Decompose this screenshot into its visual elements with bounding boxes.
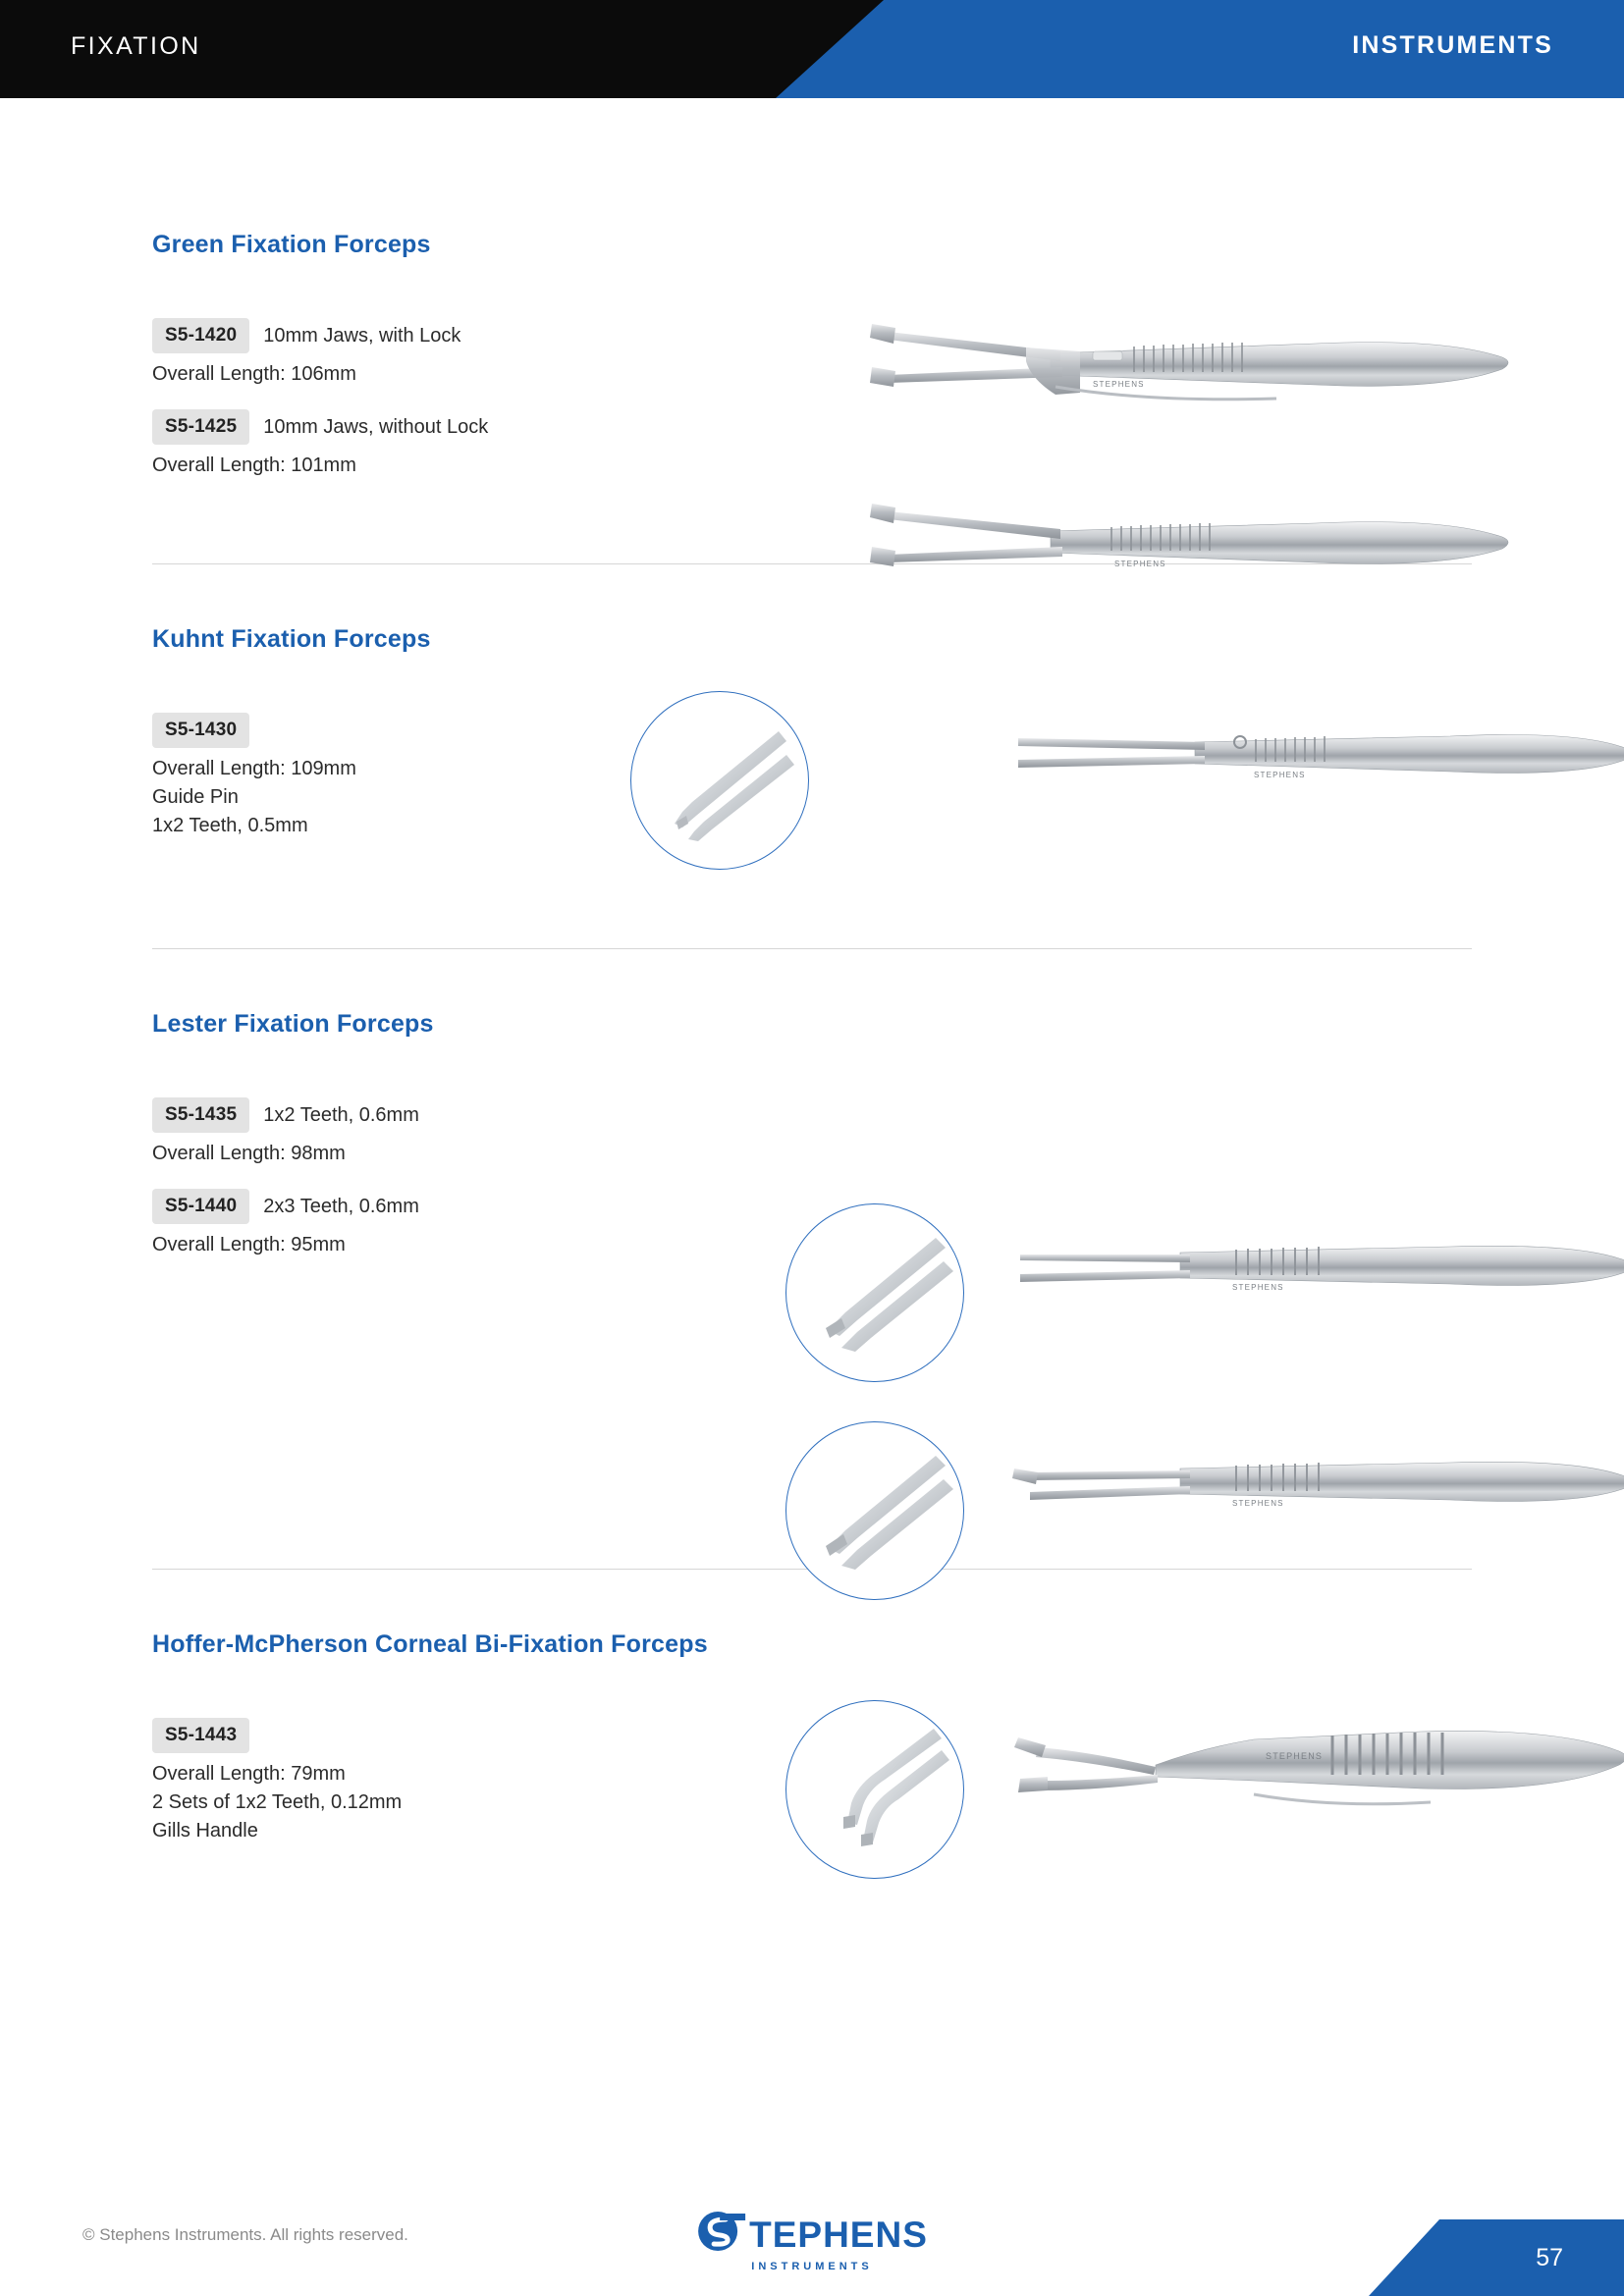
spec-line: Overall Length: 106mm <box>152 363 356 385</box>
brand-mark: STEPHENS <box>1232 1283 1284 1292</box>
logo-main-text: TEPHENS <box>749 2215 928 2255</box>
sku-badge: S5-1443 <box>152 1718 249 1753</box>
page-body <box>0 98 1624 1914</box>
section-title: Kuhnt Fixation Forceps <box>152 625 431 653</box>
spec-line: Guide Pin <box>152 786 239 808</box>
spec-line: Overall Length: 98mm <box>152 1143 346 1164</box>
sku-row <box>152 1189 663 1224</box>
page-header <box>0 0 1624 98</box>
instrument-image-s5-1440 <box>1008 1443 1624 1546</box>
sku-row <box>152 1718 663 1753</box>
product-spec-block <box>152 1704 663 1842</box>
section-hoffer-mcpherson-forceps <box>0 1570 1624 1914</box>
sku-row <box>152 713 623 748</box>
sku-badge: S5-1430 <box>152 713 249 748</box>
page-footer <box>0 2178 1624 2296</box>
stephens-s-icon <box>696 2210 747 2259</box>
sku-description: 1x2 Teeth, 0.6mm <box>263 1103 419 1126</box>
detail-circle-s5-1443 <box>785 1700 964 1879</box>
sku-badge: S5-1425 <box>152 409 249 445</box>
instrument-image-s5-1420 <box>854 318 1522 431</box>
sku-row <box>152 1097 663 1133</box>
sku-description: 10mm Jaws, without Lock <box>263 415 489 438</box>
section-title: Lester Fixation Forceps <box>152 1010 434 1038</box>
section-title: Green Fixation Forceps <box>152 231 431 258</box>
brand-mark: STEPHENS <box>1114 560 1166 568</box>
footer-blue-band <box>1369 2219 1624 2296</box>
sku-badge: S5-1435 <box>152 1097 249 1133</box>
brand-mark: STEPHENS <box>1266 1751 1324 1761</box>
header-section-label: INSTRUMENTS <box>1352 31 1553 59</box>
spec-line: 1x2 Teeth, 0.5mm <box>152 815 308 836</box>
section-kuhnt-fixation-forceps <box>0 564 1624 948</box>
instrument-image-s5-1443 <box>1008 1708 1624 1841</box>
footer-logo <box>696 2210 928 2272</box>
brand-mark: STEPHENS <box>1232 1499 1284 1508</box>
header-category-label: FIXATION <box>71 32 201 60</box>
product-spec-block <box>152 304 761 477</box>
spec-line: Overall Length: 79mm <box>152 1763 346 1785</box>
brand-mark: STEPHENS <box>1093 380 1145 389</box>
sku-badge: S5-1420 <box>152 318 249 353</box>
detail-circle-s5-1430 <box>630 691 809 870</box>
brand-mark: STEPHENS <box>1254 771 1306 779</box>
logo-wordmark <box>696 2210 928 2259</box>
spec-line: Overall Length: 95mm <box>152 1234 346 1255</box>
section-green-fixation-forceps <box>0 98 1624 568</box>
sku-badge: S5-1440 <box>152 1189 249 1224</box>
spec-line: 2 Sets of 1x2 Teeth, 0.12mm <box>152 1791 403 1813</box>
instrument-image-s5-1435 <box>1008 1227 1624 1330</box>
product-spec-block <box>152 1084 663 1256</box>
section-title: Hoffer-McPherson Corneal Bi-Fixation Forceps <box>152 1630 708 1658</box>
spec-line: Overall Length: 109mm <box>152 758 356 779</box>
copyright-text: © Stephens Instruments. All rights reserved. <box>82 2225 408 2244</box>
spec-line: Overall Length: 101mm <box>152 454 356 476</box>
sku-description: 2x3 Teeth, 0.6mm <box>263 1195 419 1217</box>
page-number: 57 <box>1536 2244 1563 2271</box>
section-lester-fixation-forceps <box>0 949 1624 1569</box>
spec-line: Gills Handle <box>152 1820 258 1842</box>
detail-circle-s5-1435 <box>785 1203 964 1382</box>
logo-sub-text: INSTRUMENTS <box>751 2261 873 2272</box>
instrument-image-s5-1430 <box>1008 713 1624 816</box>
product-spec-block <box>152 699 623 837</box>
sku-row <box>152 318 761 353</box>
sku-row <box>152 409 761 445</box>
sku-description: 10mm Jaws, with Lock <box>263 324 461 347</box>
